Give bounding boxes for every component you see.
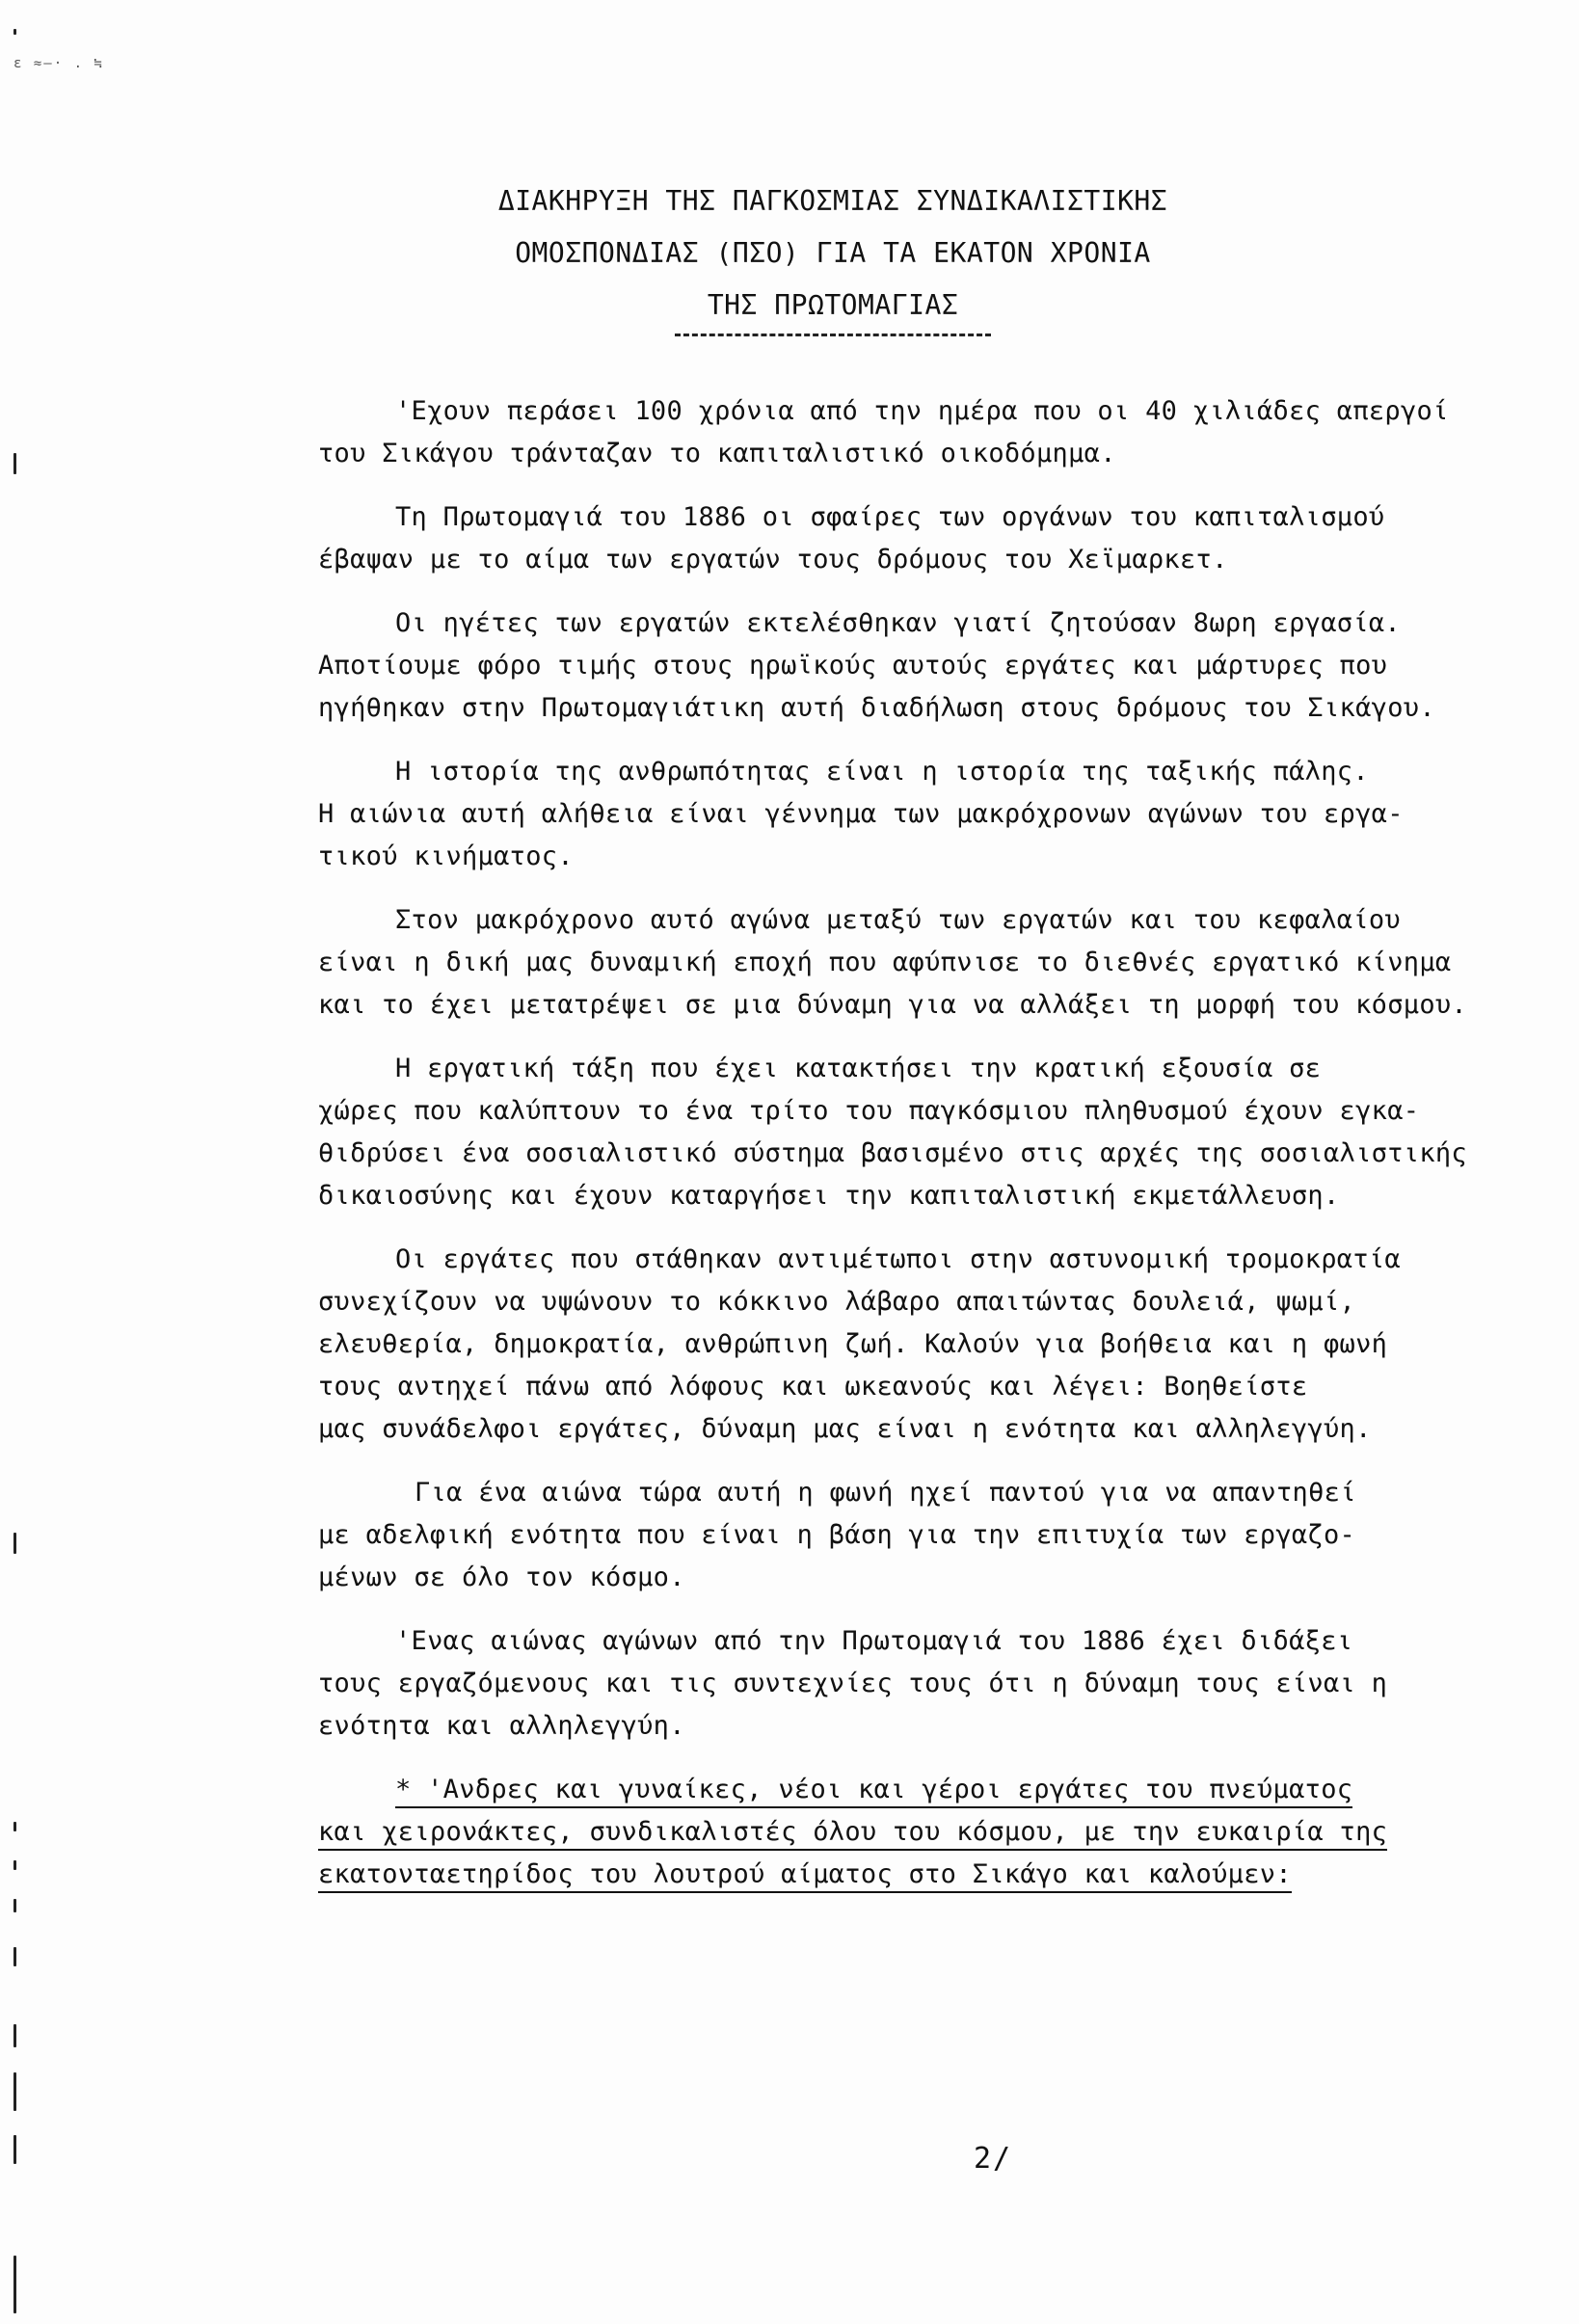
text-line: Στον μακρόχρονο αυτό αγώνα μεταξύ των εργατών και του κεφαλαίου xyxy=(395,905,1401,935)
text-line: τους αντηχεί πάνω από λόφους και ωκεανούς και λέγει: Βοηθείστε xyxy=(318,1372,1308,1402)
text-line: τους εργαζόμενους και τις συντεχνίες τους ότι η δύναμη τους είναι η xyxy=(318,1669,1388,1698)
text-line: θιδρύσει ένα σοσιαλιστικό σύστημα βασισμένο στις αρχές της σοσιαλιστικής xyxy=(318,1138,1467,1168)
text-line: χώρες που καλύπτουν το ένα τρίτο του παγκόσμιου πληθυσμού έχουν εγκα- xyxy=(318,1096,1420,1126)
text-line: ελευθερία, δημοκρατία, ανθρώπινη ζωή. Καλούν για βοήθεια και η φωνή xyxy=(318,1329,1388,1359)
title-line-1: ΔΙΑΚΗΡΥΞΗ ΤΗΣ ΠΑΓΚΟΣΜΙΑΣ ΣΥΝΔΙΚΑΛΙΣΤΙΚΗΣ xyxy=(497,185,1168,217)
text-line: Οι ηγέτες των εργατών εκτελέσθηκαν γιατί ζητούσαν 8ωρη εργασία. xyxy=(395,608,1401,638)
paragraph xyxy=(318,751,1465,878)
margin-mark xyxy=(13,2024,16,2047)
underlined-text: και χειρονάκτες, συνδικαλιστές όλου του κόσμου, με την ευκαιρία της xyxy=(318,1817,1387,1851)
margin-mark xyxy=(13,1822,16,1831)
text-line: μας συνάδελφοι εργάτες, δύναμη μας είναι η ενότητα και αλληλεγγύη. xyxy=(318,1414,1372,1444)
text-line: συνεχίζουν να υψώνουν το κόκκινο λάβαρο απαιτώντας δουλειά, ψωμί, xyxy=(318,1287,1356,1317)
text-line: μένων σε όλο τον κόσμο. xyxy=(318,1563,685,1592)
text-line: είναι η δική μας δυναμική εποχή που αφύπνισε το διεθνές εργατικό κίνημα xyxy=(318,948,1452,977)
text-line: Οι εργάτες που στάθηκαν αντιμέτωποι στην αστυνομική τρομοκρατία xyxy=(395,1244,1401,1274)
paragraph xyxy=(318,899,1465,1027)
margin-mark xyxy=(13,2256,16,2313)
text-line: Αποτίουμε φόρο τιμής στους ηρωϊκούς αυτούς εργάτες και μάρτυρες που xyxy=(318,651,1388,681)
text-line: τικού κινήματος. xyxy=(318,841,574,871)
paragraph xyxy=(318,1472,1465,1599)
text-line: έβαψαν με το αίμα των εργατών τους δρόμους του Χεϊμαρκετ. xyxy=(318,545,1228,574)
title-line-2: ΟΜΟΣΠΟΝΔΙΑΣ (ΠΣΟ) ΓΙΑ ΤΑ ΕΚΑΤΟΝ ΧΡΟΝΙΑ xyxy=(515,237,1151,269)
underlined-text: * 'Ανδρες και γυναίκες, νέοι και γέροι εργάτες του πνεύματος xyxy=(395,1775,1352,1808)
margin-mark xyxy=(13,1899,16,1912)
page-number: 2/ xyxy=(974,2142,1013,2176)
text-line: του Σικάγου τράνταζαν το καπιταλιστικό οικοδόμημα. xyxy=(318,439,1116,468)
paragraph xyxy=(318,1048,1465,1217)
margin-mark xyxy=(13,1533,16,1554)
text-line: Η εργατική τάξη που έχει κατακτήσει την κρατική εξουσία σε xyxy=(395,1054,1322,1083)
corner-scribble-mark: ε ≈–· . ≒ xyxy=(13,56,104,71)
text-line: ενότητα και αλληλεγγύη. xyxy=(318,1711,685,1741)
text-line: δικαιοσύνης και έχουν καταργήσει την καπιταλιστική εκμετάλλευση. xyxy=(318,1181,1340,1211)
margin-mark xyxy=(13,1860,16,1870)
underlined-text-line xyxy=(318,1854,1465,1896)
paragraph xyxy=(318,496,1465,581)
text-line: Η ιστορία της ανθρωπότητας είναι η ιστορία της ταξικής πάλης. xyxy=(395,757,1369,787)
left-margin-binding-marks xyxy=(10,0,19,2324)
text-line: Η αιώνια αυτή αλήθεια είναι γέννημα των μακρόχρονων αγώνων του εργα- xyxy=(318,799,1404,829)
document-title xyxy=(0,175,1579,336)
margin-mark xyxy=(13,2135,16,2164)
margin-mark xyxy=(13,2072,16,2111)
paragraph xyxy=(318,602,1465,730)
title-line-3-underlined: ΤΗΣ ΠΡΩΤΟΜΑΓΙΑΣ xyxy=(675,280,991,336)
paragraph xyxy=(318,1239,1465,1451)
declaration-body xyxy=(318,390,1465,1917)
text-line: και το έχει μετατρέψει σε μια δύναμη για να αλλάξει τη μορφή του κόσμου. xyxy=(318,990,1467,1020)
underlined-text-line xyxy=(318,1811,1465,1854)
text-line: με αδελφική ενότητα που είναι η βάση για την επιτυχία των εργαζο- xyxy=(318,1520,1356,1550)
margin-mark xyxy=(13,1947,16,1966)
text-line: Τη Πρωτομαγιά του 1886 οι σφαίρες των οργάνων του καπιταλισμού xyxy=(395,502,1385,532)
paragraph xyxy=(318,1620,1465,1748)
paragraph xyxy=(318,390,1465,475)
text-line: ηγήθηκαν στην Πρωτομαγιάτικη αυτή διαδήλωση στους δρόμους του Σικάγου. xyxy=(318,693,1435,723)
text-line: Για ένα αιώνα τώρα αυτή η φωνή ηχεί παντού για να απαντηθεί xyxy=(415,1478,1356,1508)
underlined-appeal-paragraph xyxy=(318,1769,1465,1896)
text-line: 'Εχουν περάσει 100 χρόνια από την ημέρα που οι 40 χιλιάδες απεργοί xyxy=(395,396,1449,426)
text-line: 'Ενας αιώνας αγώνων από την Πρωτομαγιά του 1886 έχει διδάξει xyxy=(395,1626,1353,1656)
underlined-text: εκατονταετηρίδος του λουτρού αίματος στο Σικάγο και καλούμεν: xyxy=(318,1859,1292,1893)
underlined-text-line xyxy=(318,1769,1465,1811)
margin-mark xyxy=(13,453,16,474)
margin-mark xyxy=(13,29,16,35)
